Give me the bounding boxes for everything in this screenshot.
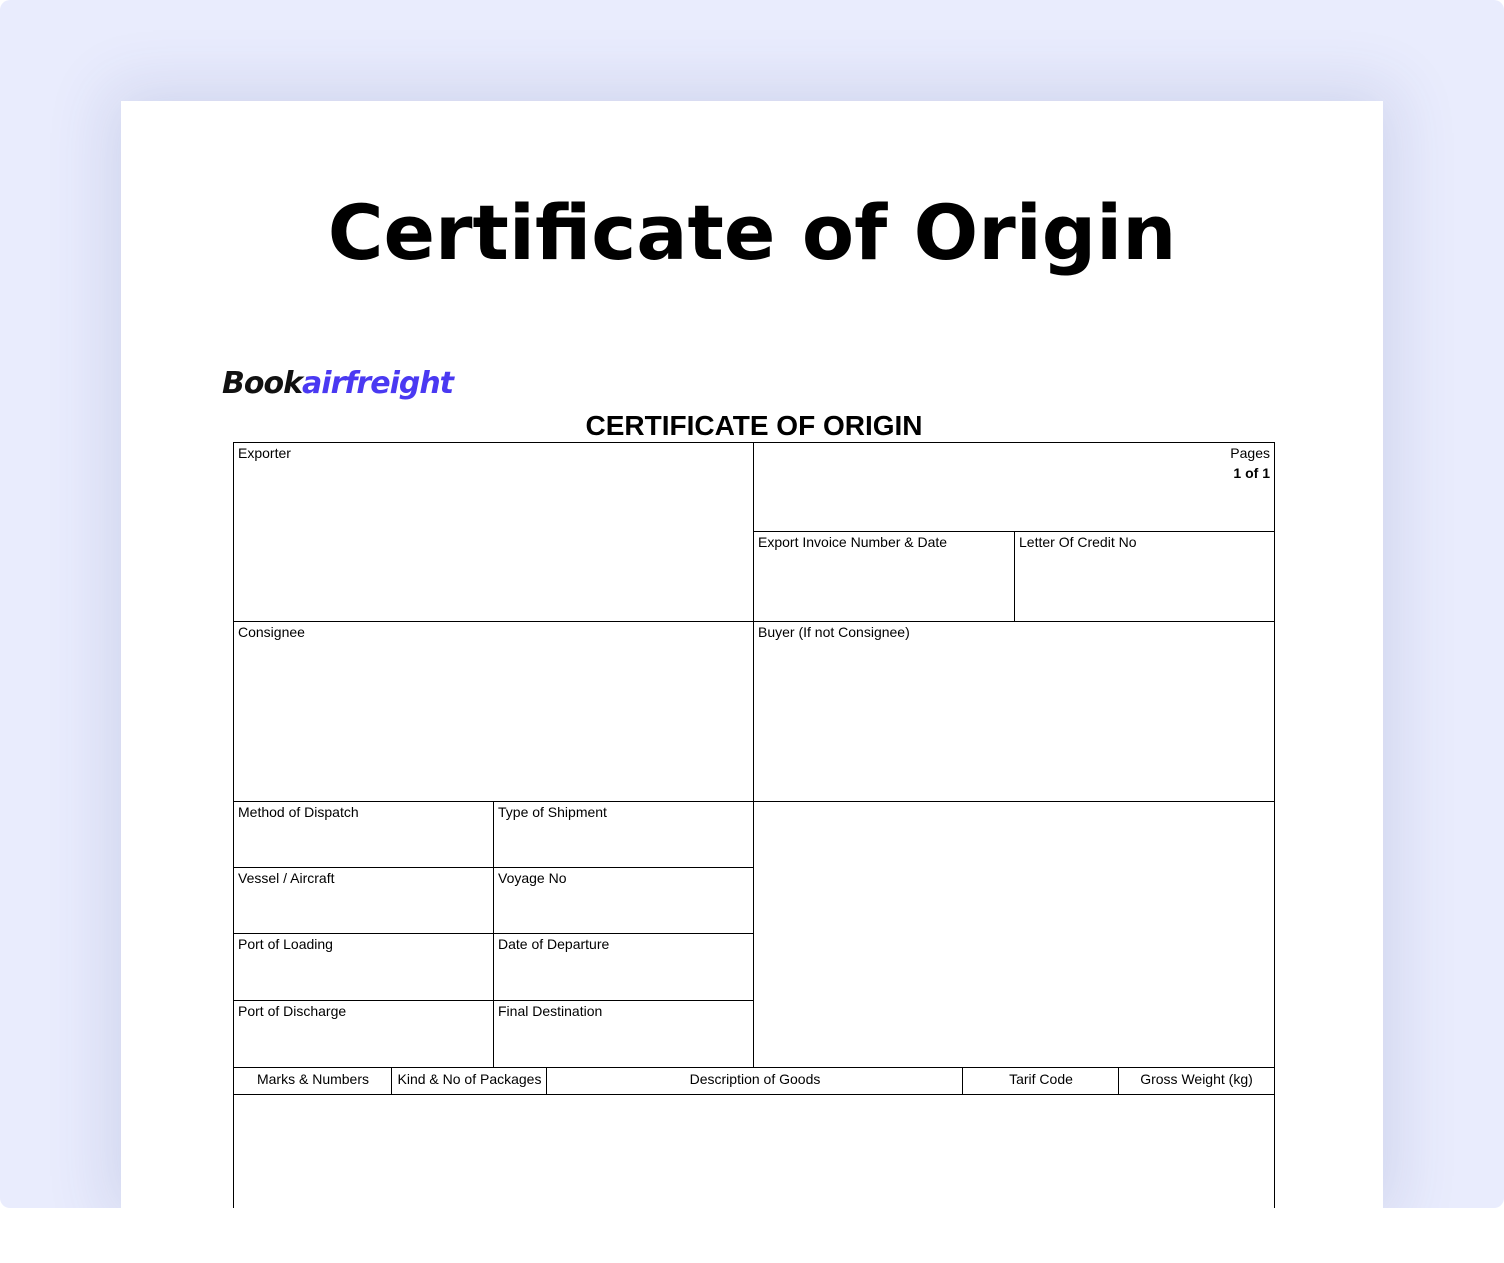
- consignee-label: Consignee: [238, 624, 305, 640]
- table-header-tarif-label: Tarif Code: [1009, 1071, 1073, 1087]
- exporter-field[interactable]: [233, 442, 755, 623]
- table-header-weight: [1118, 1067, 1275, 1096]
- pages-label: Pages: [1230, 445, 1270, 461]
- table-header-marks-label: Marks & Numbers: [256, 1071, 370, 1087]
- page-title: Certificate of Origin: [327, 188, 1177, 277]
- pages-field: [753, 442, 1275, 533]
- table-header-packages-label: Kind & No of Packages: [397, 1071, 542, 1087]
- type-of-shipment-field[interactable]: [493, 801, 755, 869]
- logo-part-book: Book: [222, 366, 303, 401]
- port-of-discharge-field[interactable]: [233, 1000, 495, 1069]
- export-invoice-field[interactable]: [753, 531, 1016, 623]
- table-header-description: [546, 1067, 964, 1096]
- table-header-packages: [391, 1067, 548, 1096]
- table-header-weight-label: Gross Weight (kg): [1140, 1071, 1253, 1087]
- date-of-departure-field[interactable]: [493, 933, 755, 1002]
- letter-of-credit-field[interactable]: [1014, 531, 1275, 623]
- consignee-field[interactable]: [233, 621, 755, 803]
- vessel-aircraft-label: Vessel / Aircraft: [238, 870, 335, 886]
- buyer-field[interactable]: [753, 621, 1275, 803]
- pages-value: 1 of 1: [1233, 465, 1270, 481]
- port-of-discharge-label: Port of Discharge: [238, 1003, 347, 1019]
- logo-part-airfreight: airfreight: [302, 366, 454, 401]
- final-destination-label: Final Destination: [498, 1003, 603, 1019]
- goods-table-body[interactable]: [233, 1094, 1275, 1208]
- table-header-marks: [233, 1067, 393, 1096]
- exporter-label: Exporter: [238, 445, 291, 461]
- date-of-departure-label: Date of Departure: [498, 936, 610, 952]
- letter-of-credit-label: Letter Of Credit No: [1019, 534, 1137, 550]
- table-header-description-label: Description of Goods: [689, 1071, 821, 1087]
- final-destination-field[interactable]: [493, 1000, 755, 1069]
- port-of-loading-field[interactable]: [233, 933, 495, 1002]
- buyer-label: Buyer (If not Consignee): [758, 624, 910, 640]
- form-title: CERTIFICATE OF ORIGIN: [585, 410, 923, 441]
- port-of-loading-label: Port of Loading: [238, 936, 333, 952]
- voyage-no-field[interactable]: [493, 867, 755, 935]
- vessel-aircraft-field[interactable]: [233, 867, 495, 935]
- bookairfreight-logo: [222, 366, 453, 401]
- method-of-dispatch-field[interactable]: [233, 801, 495, 869]
- export-invoice-label: Export Invoice Number & Date: [758, 534, 948, 550]
- table-header-tarif: [962, 1067, 1120, 1096]
- type-of-shipment-label: Type of Shipment: [498, 804, 607, 820]
- method-of-dispatch-label: Method of Dispatch: [238, 804, 359, 820]
- voyage-no-label: Voyage No: [498, 870, 567, 886]
- blank-notes-field[interactable]: [753, 801, 1275, 1069]
